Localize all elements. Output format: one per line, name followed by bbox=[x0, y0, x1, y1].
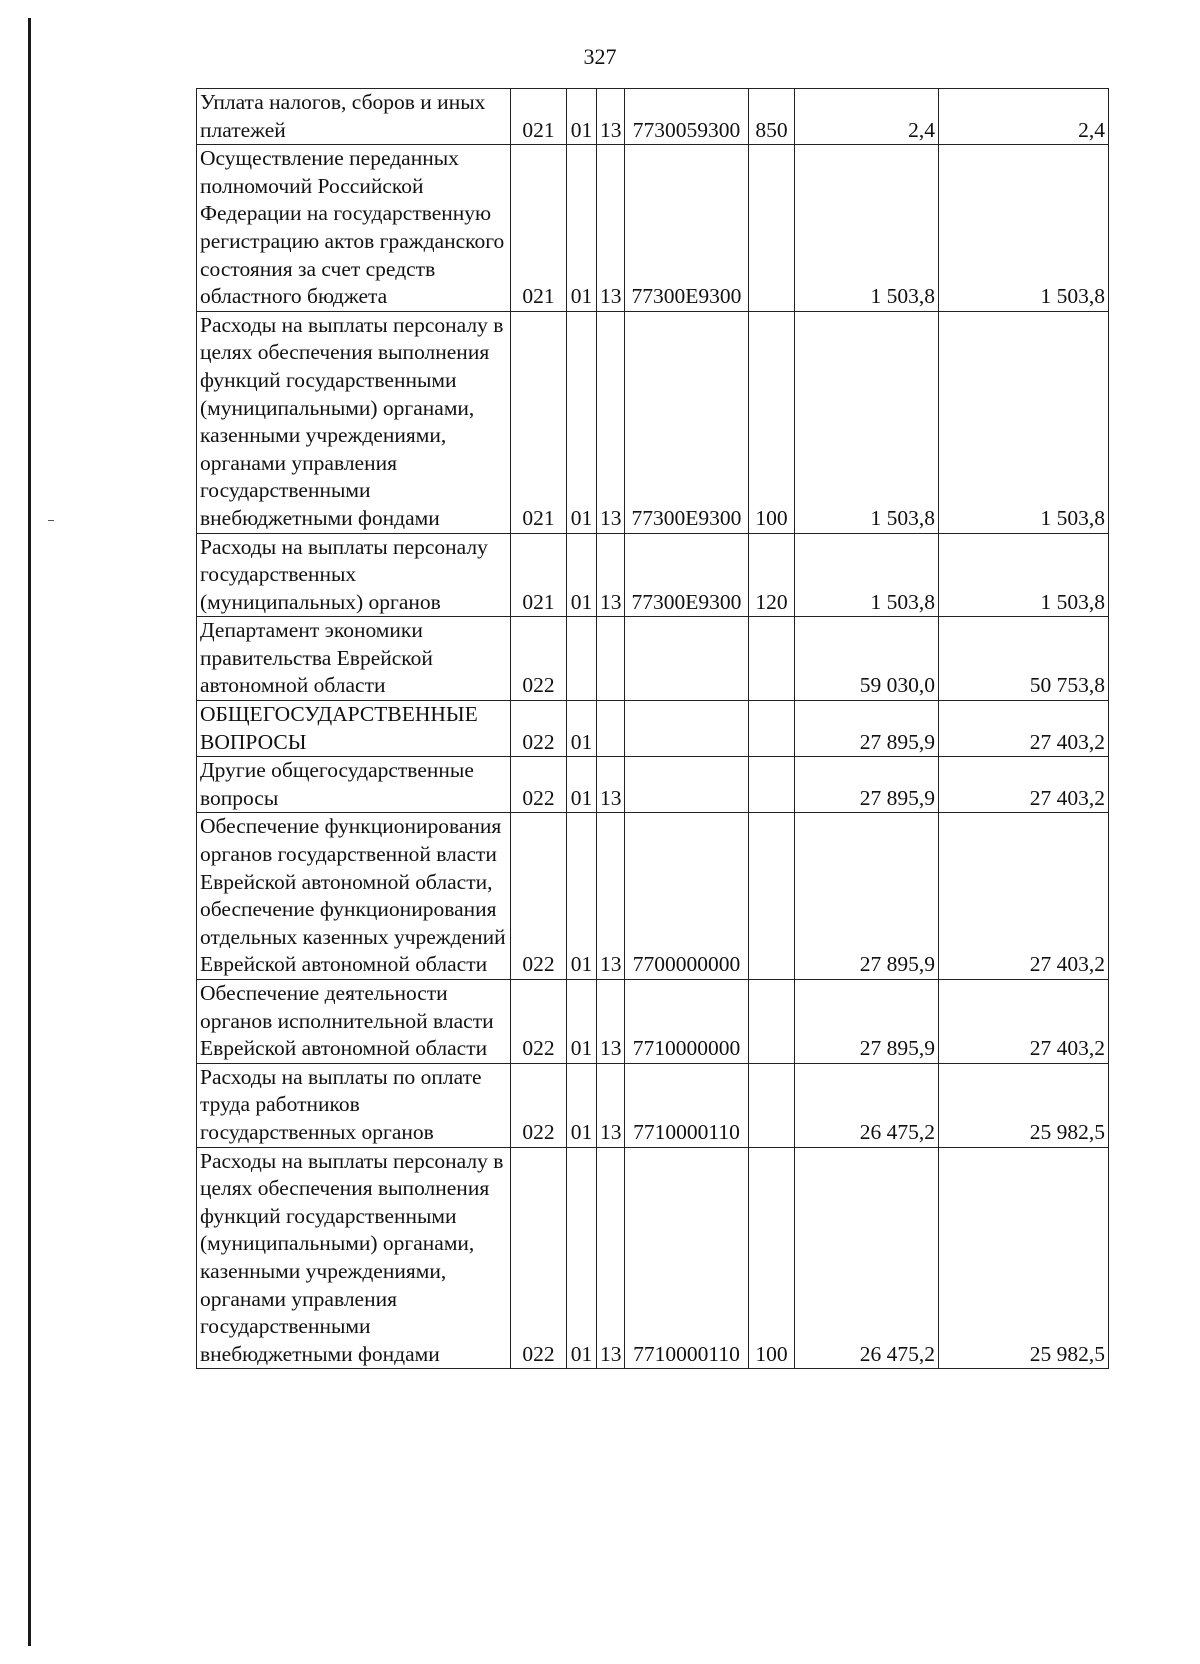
row-subsection-cell bbox=[597, 701, 625, 757]
row-expense-type-cell bbox=[749, 701, 795, 757]
row-amount-year1-cell: 27 895,9 bbox=[795, 701, 939, 757]
row-expense-type-cell: 120 bbox=[749, 533, 795, 617]
row-section-cell: 01 bbox=[567, 311, 597, 533]
row-name-cell: Обеспечение функционирования органов государственной власти Еврейской автономной области, обеспечение функционирования отдельных казенных учреждений Еврейской автономной области bbox=[197, 813, 511, 980]
budget-table bbox=[196, 88, 1109, 1369]
row-section-cell: 01 bbox=[567, 89, 597, 145]
row-target-article-cell: 7700000000 bbox=[625, 813, 749, 980]
row-subsection-cell: 13 bbox=[597, 311, 625, 533]
row-amount-year2-cell: 27 403,2 bbox=[939, 813, 1109, 980]
table-row bbox=[197, 617, 1109, 701]
row-amount-year1-cell: 1 503,8 bbox=[795, 533, 939, 617]
table-row bbox=[197, 757, 1109, 813]
row-section-cell: 01 bbox=[567, 533, 597, 617]
row-target-article-cell: 7710000000 bbox=[625, 980, 749, 1064]
row-expense-type-cell: 100 bbox=[749, 1147, 795, 1369]
row-expense-type-cell bbox=[749, 757, 795, 813]
row-amount-year2-cell: 25 982,5 bbox=[939, 1147, 1109, 1369]
row-grbs-cell: 022 bbox=[511, 813, 567, 980]
table-row bbox=[197, 145, 1109, 312]
table-row bbox=[197, 701, 1109, 757]
row-amount-year1-cell: 1 503,8 bbox=[795, 311, 939, 533]
row-amount-year1-cell: 2,4 bbox=[795, 89, 939, 145]
row-subsection-cell bbox=[597, 617, 625, 701]
row-target-article-cell: 7730059300 bbox=[625, 89, 749, 145]
row-name-cell: Расходы на выплаты по оплате труда работников государственных органов bbox=[197, 1063, 511, 1147]
row-section-cell bbox=[567, 617, 597, 701]
row-grbs-cell: 021 bbox=[511, 145, 567, 312]
row-name-cell: Другие общегосударственные вопросы bbox=[197, 757, 511, 813]
row-amount-year1-cell: 26 475,2 bbox=[795, 1063, 939, 1147]
row-amount-year2-cell: 1 503,8 bbox=[939, 145, 1109, 312]
row-amount-year1-cell: 27 895,9 bbox=[795, 757, 939, 813]
row-expense-type-cell: 100 bbox=[749, 311, 795, 533]
row-name-cell: Расходы на выплаты персоналу государственных (муниципальных) органов bbox=[197, 533, 511, 617]
row-section-cell: 01 bbox=[567, 145, 597, 312]
row-name-cell: Обеспечение деятельности органов исполнительной власти Еврейской автономной области bbox=[197, 980, 511, 1064]
row-amount-year2-cell: 1 503,8 bbox=[939, 311, 1109, 533]
table-row bbox=[197, 311, 1109, 533]
row-target-article-cell bbox=[625, 757, 749, 813]
row-expense-type-cell: 850 bbox=[749, 89, 795, 145]
table-row bbox=[197, 533, 1109, 617]
row-target-article-cell: 77300Е9300 bbox=[625, 145, 749, 312]
row-name-cell: Департамент экономики правительства Еврейской автономной области bbox=[197, 617, 511, 701]
row-amount-year2-cell: 1 503,8 bbox=[939, 533, 1109, 617]
row-expense-type-cell bbox=[749, 617, 795, 701]
row-grbs-cell: 022 bbox=[511, 1147, 567, 1369]
row-expense-type-cell bbox=[749, 980, 795, 1064]
row-expense-type-cell bbox=[749, 1063, 795, 1147]
row-target-article-cell: 77300Е9300 bbox=[625, 533, 749, 617]
row-section-cell: 01 bbox=[567, 757, 597, 813]
row-amount-year1-cell: 26 475,2 bbox=[795, 1147, 939, 1369]
row-subsection-cell: 13 bbox=[597, 757, 625, 813]
row-amount-year1-cell: 59 030,0 bbox=[795, 617, 939, 701]
row-expense-type-cell bbox=[749, 145, 795, 312]
table-row bbox=[197, 1063, 1109, 1147]
row-section-cell: 01 bbox=[567, 1063, 597, 1147]
row-target-article-cell: 77300Е9300 bbox=[625, 311, 749, 533]
row-section-cell: 01 bbox=[567, 980, 597, 1064]
row-grbs-cell: 022 bbox=[511, 701, 567, 757]
row-amount-year1-cell: 27 895,9 bbox=[795, 980, 939, 1064]
row-name-cell: Уплата налогов, сборов и иных платежей bbox=[197, 89, 511, 145]
row-subsection-cell: 13 bbox=[597, 1147, 625, 1369]
row-amount-year2-cell: 50 753,8 bbox=[939, 617, 1109, 701]
row-grbs-cell: 022 bbox=[511, 980, 567, 1064]
table-row bbox=[197, 1147, 1109, 1369]
row-expense-type-cell bbox=[749, 813, 795, 980]
row-amount-year2-cell: 27 403,2 bbox=[939, 980, 1109, 1064]
row-grbs-cell: 022 bbox=[511, 617, 567, 701]
row-grbs-cell: 022 bbox=[511, 1063, 567, 1147]
row-section-cell: 01 bbox=[567, 1147, 597, 1369]
row-subsection-cell: 13 bbox=[597, 813, 625, 980]
row-amount-year2-cell: 2,4 bbox=[939, 89, 1109, 145]
row-subsection-cell: 13 bbox=[597, 533, 625, 617]
row-section-cell: 01 bbox=[567, 701, 597, 757]
table-row bbox=[197, 89, 1109, 145]
row-grbs-cell: 021 bbox=[511, 311, 567, 533]
row-amount-year2-cell: 27 403,2 bbox=[939, 757, 1109, 813]
row-amount-year2-cell: 27 403,2 bbox=[939, 701, 1109, 757]
row-grbs-cell: 021 bbox=[511, 89, 567, 145]
row-subsection-cell: 13 bbox=[597, 89, 625, 145]
row-subsection-cell: 13 bbox=[597, 145, 625, 312]
row-subsection-cell: 13 bbox=[597, 1063, 625, 1147]
row-target-article-cell bbox=[625, 701, 749, 757]
row-grbs-cell: 021 bbox=[511, 533, 567, 617]
row-name-cell: Расходы на выплаты персоналу в целях обеспечения выполнения функций государственными (муниципальными) органами, казенными учреждениями, органами управления государственными внебюджетными фондами bbox=[197, 311, 511, 533]
row-amount-year2-cell: 25 982,5 bbox=[939, 1063, 1109, 1147]
table-row bbox=[197, 980, 1109, 1064]
row-name-cell: ОБЩЕГОСУДАРСТВЕННЫЕ ВОПРОСЫ bbox=[197, 701, 511, 757]
row-section-cell: 01 bbox=[567, 813, 597, 980]
row-grbs-cell: 022 bbox=[511, 757, 567, 813]
row-amount-year1-cell: 1 503,8 bbox=[795, 145, 939, 312]
row-name-cell: Осуществление переданных полномочий Российской Федерации на государственную регистрацию актов гражданского состояния за счет средств областного бюджета bbox=[197, 145, 511, 312]
budget-table-body bbox=[197, 89, 1109, 1369]
row-target-article-cell bbox=[625, 617, 749, 701]
row-subsection-cell: 13 bbox=[597, 980, 625, 1064]
table-row bbox=[197, 813, 1109, 980]
row-amount-year1-cell: 27 895,9 bbox=[795, 813, 939, 980]
page-number: 327 bbox=[583, 44, 617, 69]
row-target-article-cell: 7710000110 bbox=[625, 1147, 749, 1369]
row-target-article-cell: 7710000110 bbox=[625, 1063, 749, 1147]
row-name-cell: Расходы на выплаты персоналу в целях обеспечения выполнения функций государственными (муниципальными) органами, казенными учреждениями, органами управления государственными внебюджетными фондами bbox=[197, 1147, 511, 1369]
scan-left-edge-line bbox=[28, 18, 31, 1646]
scan-margin-mark bbox=[48, 520, 54, 521]
